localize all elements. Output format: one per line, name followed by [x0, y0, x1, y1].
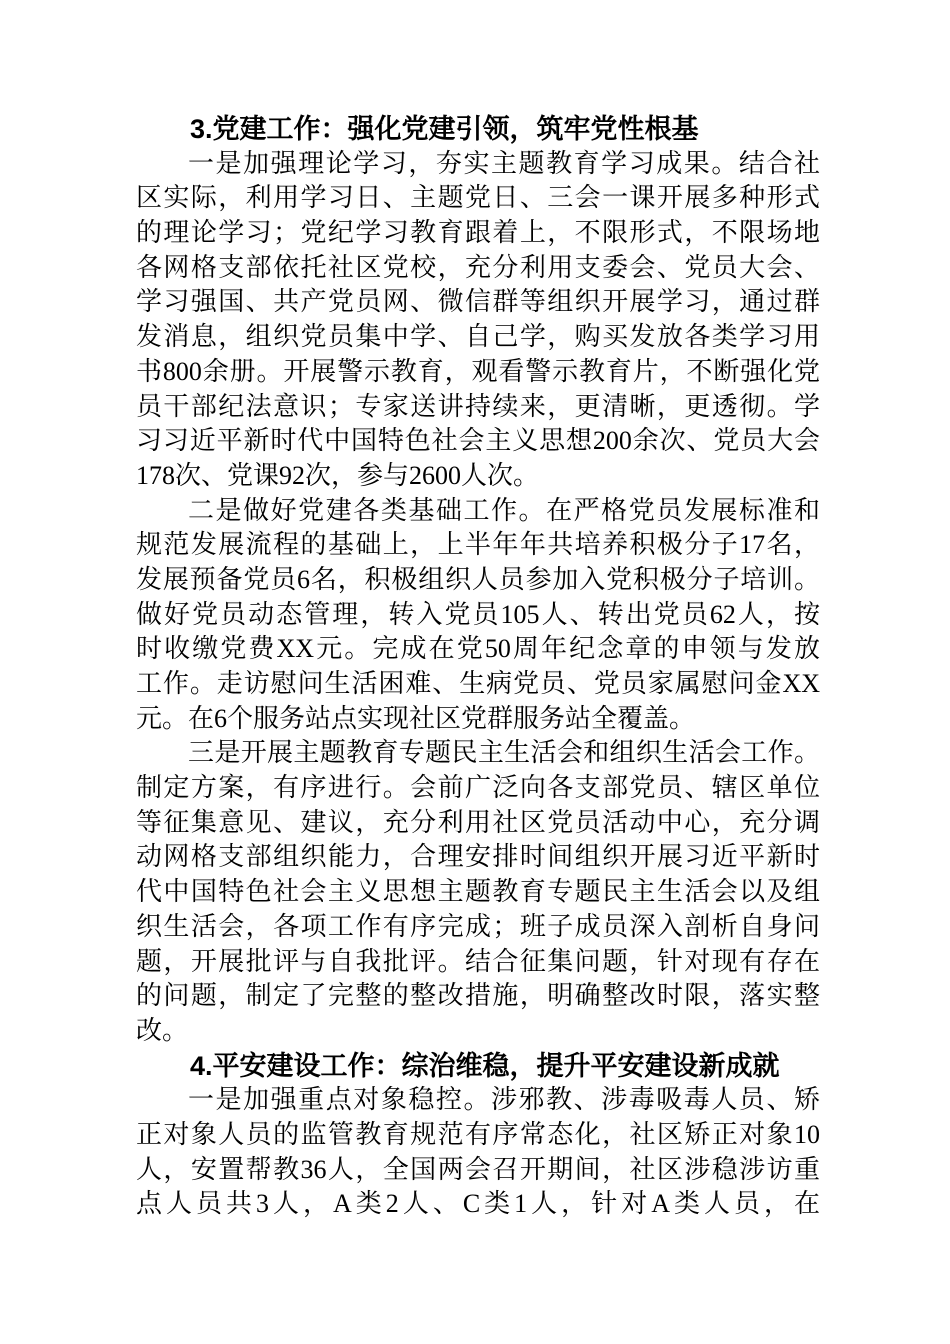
section-heading: 3.党建工作：强化党建引领，筑牢党性根基 — [190, 114, 699, 144]
text-line: 员干部纪法意识；专家送讲持续来，更清晰，更透彻。学 — [136, 391, 820, 421]
text-line: 三是开展主题教育专题民主生活会和组织生活会工作。 — [188, 738, 820, 768]
text-line: 点人员共3人，A类2人、C类1人，针对A类人员，在 — [136, 1189, 820, 1219]
document-content — [136, 112, 820, 1222]
text-line: 一是加强重点对象稳控。涉邪教、涉毒吸毒人员、矫 — [188, 1085, 820, 1115]
text-line: 书800余册。开展警示教育，观看警示教育片，不断强化党 — [136, 356, 820, 386]
text-line: 习习近平新时代中国特色社会主义思想200余次、党员大会 — [136, 426, 820, 456]
text-line: 的理论学习；党纪学习教育跟着上，不限形式，不限场地 — [136, 218, 820, 248]
text-line: 等征集意见、建议，充分利用社区党员活动中心，充分调 — [136, 807, 820, 837]
text-line: 工作。走访慰问生活困难、生病党员、党员家属慰问金XX — [136, 669, 820, 698]
text-line: 的问题，制定了完整的整改措施，明确整改时限，落实整 — [136, 981, 820, 1011]
text-line: 发展预备党员6名，积极组织人员参加入党积极分子培训。 — [136, 564, 820, 594]
text-line: 时收缴党费XX元。完成在党50周年纪念章的申领与发放 — [136, 634, 820, 664]
text-line: 制定方案，有序进行。会前广泛向各支部党员、辖区单位 — [136, 773, 820, 803]
text-line: 改。 — [136, 1015, 189, 1045]
text-line: 做好党员动态管理，转入党员105人、转出党员62人，按 — [136, 599, 820, 629]
section-heading: 4.平安建设工作：综治维稳，提升平安建设新成就 — [190, 1050, 780, 1081]
text-line: 一是加强理论学习，夯实主题教育学习成果。结合社 — [188, 148, 820, 178]
text-line: 织生活会，各项工作有序完成；班子成员深入剖析自身问 — [136, 911, 820, 941]
text-line: 区实际，利用学习日、主题党日、三会一课开展多种形式 — [136, 183, 820, 213]
text-line: 二是做好党建各类基础工作。在严格党员发展标准和 — [188, 495, 820, 525]
text-line: 人，安置帮教36人，全国两会召开期间，社区涉稳涉访重 — [136, 1154, 820, 1184]
text-line: 发消息，组织党员集中学、自己学，购买发放各类学习用 — [136, 322, 820, 352]
text-line: 规范发展流程的基础上，上半年年共培养积极分子17名， — [136, 530, 820, 560]
text-line: 正对象人员的监管教育规范有序常态化，社区矫正对象10 — [136, 1119, 820, 1149]
text-line: 各网格支部依托社区党校，充分利用支委会、党员大会、 — [136, 252, 820, 282]
text-line: 代中国特色社会主义思想主题教育专题民主生活会以及组 — [136, 877, 820, 907]
text-line: 元。在6个服务站点实现社区党群服务站全覆盖。 — [136, 703, 696, 733]
text-line: 178次、党课92次，参与2600人次。 — [136, 460, 540, 490]
text-line: 学习强国、共产党员网、微信群等组织开展学习，通过群 — [136, 287, 820, 317]
text-line: 动网格支部组织能力，合理安排时间组织开展习近平新时 — [136, 842, 820, 872]
text-line: 题，开展批评与自我批评。结合征集问题，针对现有存在 — [136, 946, 820, 976]
